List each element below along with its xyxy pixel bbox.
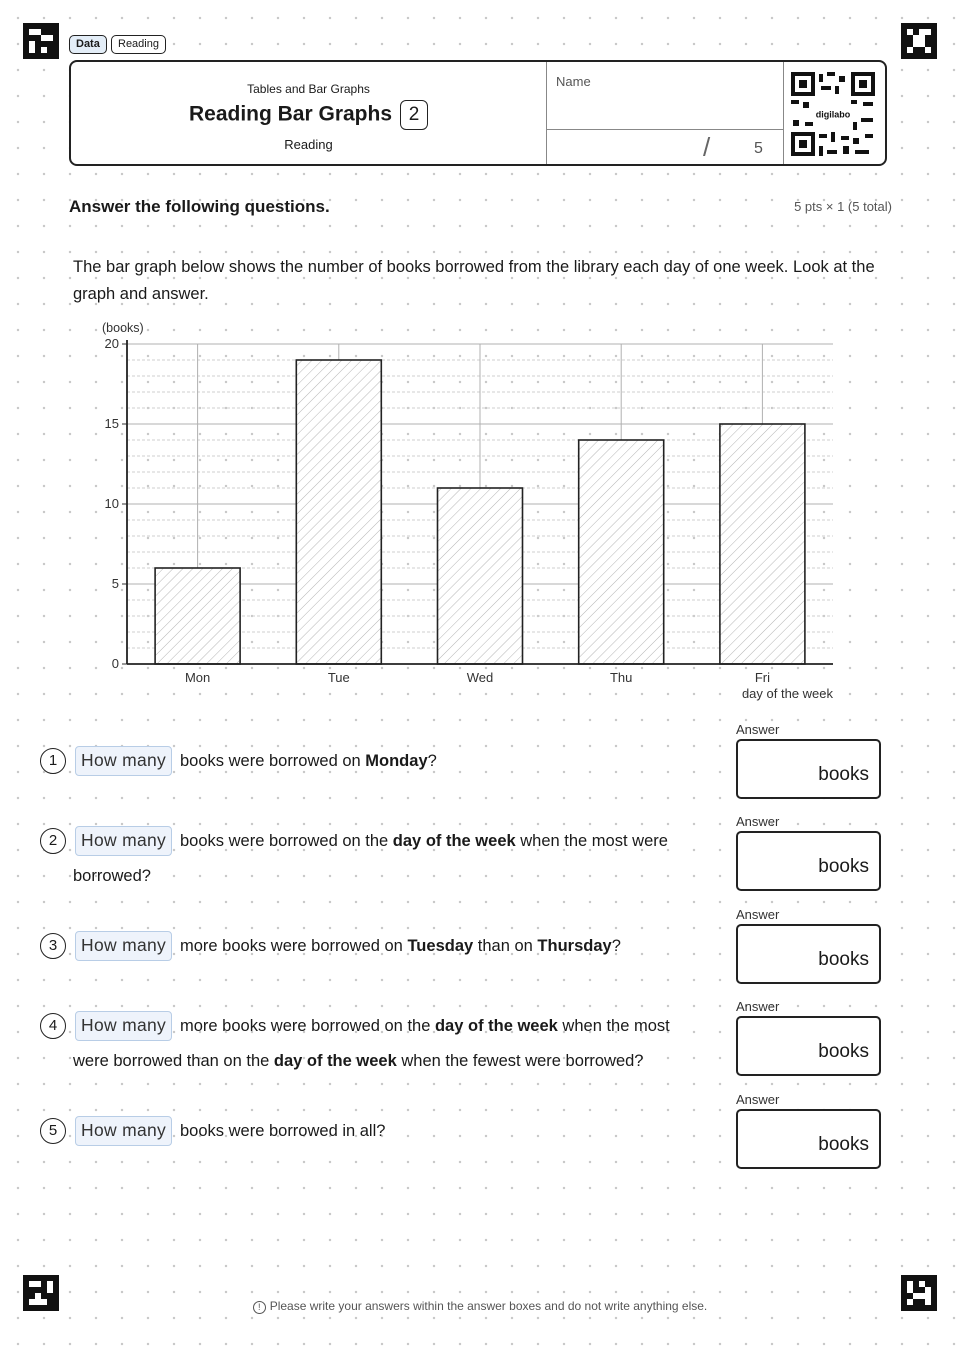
keyword-chip: How many <box>75 826 172 856</box>
x-tick-label: Fri <box>754 670 770 685</box>
y-tick-label: 15 <box>104 416 119 431</box>
question-text: more books were borrowed on Tuesday than on Thursday? <box>180 937 621 955</box>
intro-text: The bar graph below shows the number of books borrowed from the library each day of one week. Look at the graph and answer. <box>73 258 875 303</box>
keyword-chip: How many <box>75 931 172 961</box>
qr-brand-text: digilabo <box>815 109 851 120</box>
page-title <box>71 100 546 130</box>
worksheet-number: 2 <box>400 100 428 130</box>
answer-unit: books <box>818 949 869 970</box>
answer-box-3[interactable] <box>736 924 881 984</box>
x-tick-label: Thu <box>609 670 633 685</box>
y-axis-label: (books) <box>102 321 144 335</box>
score-total: 5 <box>754 140 763 157</box>
answer-box-5[interactable] <box>736 1109 881 1169</box>
answer-label: Answer <box>736 999 780 1014</box>
question-number: 5 <box>40 1118 66 1144</box>
answer-unit: books <box>818 764 869 785</box>
header-title-area <box>71 62 546 164</box>
keyword-chip: How many <box>75 746 172 776</box>
corner-marker-icon <box>901 23 937 59</box>
y-tick-label: 0 <box>111 656 119 671</box>
x-tick-label: Tue <box>327 670 350 685</box>
bar-tue <box>296 360 381 664</box>
y-tick-label: 10 <box>104 496 119 511</box>
bar-fri <box>720 424 805 664</box>
question-number: 2 <box>40 828 66 854</box>
score-slash: / <box>703 132 711 162</box>
answer-box-4[interactable] <box>736 1016 881 1076</box>
question-text: books were borrowed on the day of the week when the most were <box>180 832 668 850</box>
answer-label: Answer <box>736 907 780 922</box>
tag-reading: Reading <box>111 35 166 54</box>
tag-data: Data <box>69 35 107 54</box>
question-number: 3 <box>40 933 66 959</box>
category-label: Reading <box>284 137 333 152</box>
qr-code-icon <box>791 72 875 156</box>
unit-subtitle: Tables and Bar Graphs <box>247 82 370 96</box>
question-text: books were borrowed on Monday? <box>180 752 437 770</box>
info-icon: ! <box>253 1301 266 1314</box>
y-tick-label: 20 <box>104 336 119 351</box>
divider <box>547 129 783 130</box>
x-axis-label: day of the week <box>741 686 833 701</box>
y-tick-label: 5 <box>111 576 119 591</box>
answer-label: Answer <box>736 814 780 829</box>
x-tick-label: Wed <box>466 670 494 685</box>
question-number: 4 <box>40 1013 66 1039</box>
title-text: Reading Bar Graphs <box>188 102 393 126</box>
footer-note <box>0 1299 960 1314</box>
answer-unit: books <box>818 856 869 877</box>
answer-label: Answer <box>736 722 780 737</box>
question-text: books were borrowed in all? <box>180 1122 386 1140</box>
bar-mon <box>155 568 240 664</box>
bar-chart <box>60 315 860 710</box>
answer-box-1[interactable] <box>736 739 881 799</box>
answer-box-2[interactable] <box>736 831 881 891</box>
question-text-continued: were borrowed than on the day of the week when the fewest were borrowed? <box>73 1052 644 1070</box>
name-label: Name <box>556 74 591 89</box>
keyword-chip: How many <box>75 1011 172 1041</box>
instructions: Answer the following questions. <box>69 197 330 216</box>
question-number: 1 <box>40 748 66 774</box>
x-tick-label: Mon <box>184 670 211 685</box>
question-text: more books were borrowed on the day of the week when the most <box>180 1017 670 1035</box>
answer-unit: books <box>818 1041 869 1062</box>
answer-unit: books <box>818 1134 869 1155</box>
footer-text: Please write your answers within the answer boxes and do not write anything else. <box>269 1299 708 1313</box>
bar-thu <box>579 440 664 664</box>
bar-wed <box>438 488 523 664</box>
points-info: 5 pts × 1 (5 total) <box>794 199 892 214</box>
keyword-chip: How many <box>75 1116 172 1146</box>
name-score-area <box>546 62 784 164</box>
answer-label: Answer <box>736 1092 780 1107</box>
corner-marker-icon <box>23 23 59 59</box>
worksheet-header <box>69 60 887 166</box>
question-text-continued: borrowed? <box>73 867 151 885</box>
